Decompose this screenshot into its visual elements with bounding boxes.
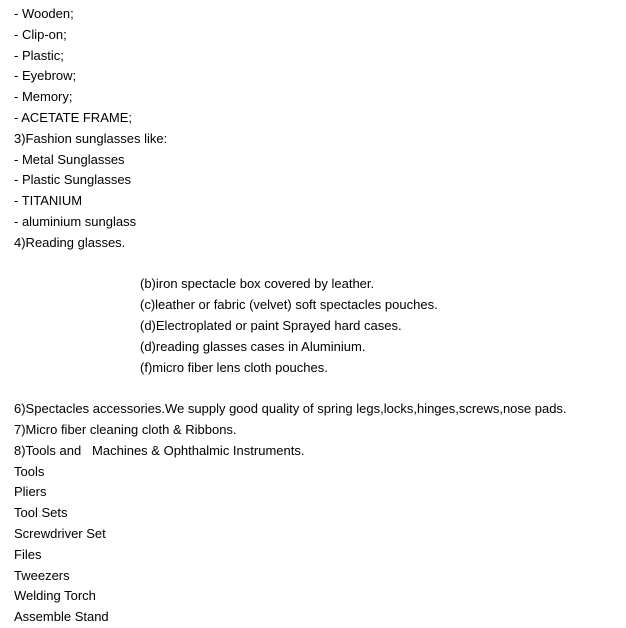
list-item: Pliers xyxy=(14,484,47,500)
list-item: Assemble Stand xyxy=(14,609,109,625)
list-item: - aluminium sunglass xyxy=(14,213,137,229)
list-item: - TITANIUM xyxy=(14,193,83,209)
cases-section xyxy=(14,254,619,379)
section-heading: 4)Reading glasses. xyxy=(14,234,126,250)
list-item: (f)micro fiber lens cloth pouches. xyxy=(140,359,328,375)
list-item: - Eyebrow; xyxy=(14,68,77,84)
section-heading: 7)Micro fiber cleaning cloth & Ribbons. xyxy=(14,421,237,437)
section-heading: 6)Spectacles accessories.We supply good quality of spring legs,locks,hinges,screws,nose pads. xyxy=(14,401,567,417)
list-item: Tools xyxy=(14,463,45,479)
list-item: - Metal Sunglasses xyxy=(14,151,125,167)
list-item: - ACETATE FRAME; xyxy=(14,109,132,125)
list-item: Welding Torch xyxy=(14,588,96,604)
list-item: (d)reading glasses cases in Aluminium. xyxy=(140,338,366,354)
list-item: - Plastic Sunglasses xyxy=(14,172,132,188)
list-item: Files xyxy=(14,546,42,562)
spacer xyxy=(14,378,619,399)
list-item: (d)Electroplated or paint Sprayed hard cases. xyxy=(140,317,402,333)
list-item: Tweezers xyxy=(14,567,70,583)
tools-section xyxy=(14,441,619,628)
list-item: - Wooden; xyxy=(14,6,74,21)
list-item: (b)iron spectacle box covered by leather. xyxy=(140,276,375,292)
section-heading: 3)Fashion sunglasses like: xyxy=(14,130,168,146)
list-item: - Memory; xyxy=(14,89,73,105)
list-item: Tool Sets xyxy=(14,505,68,521)
list-item: (c)leather or fabric (velvet) soft spectacles pouches. xyxy=(140,297,438,313)
frames-list xyxy=(14,4,619,129)
list-item: - Clip-on; xyxy=(14,26,67,42)
list-item: - Plastic; xyxy=(14,47,64,63)
list-item: Screwdriver Set xyxy=(14,525,106,541)
section-heading: 8)Tools and Machines & Ophthalmic Instruments. xyxy=(14,442,305,458)
fashion-section xyxy=(14,129,619,233)
document-body xyxy=(14,4,619,628)
